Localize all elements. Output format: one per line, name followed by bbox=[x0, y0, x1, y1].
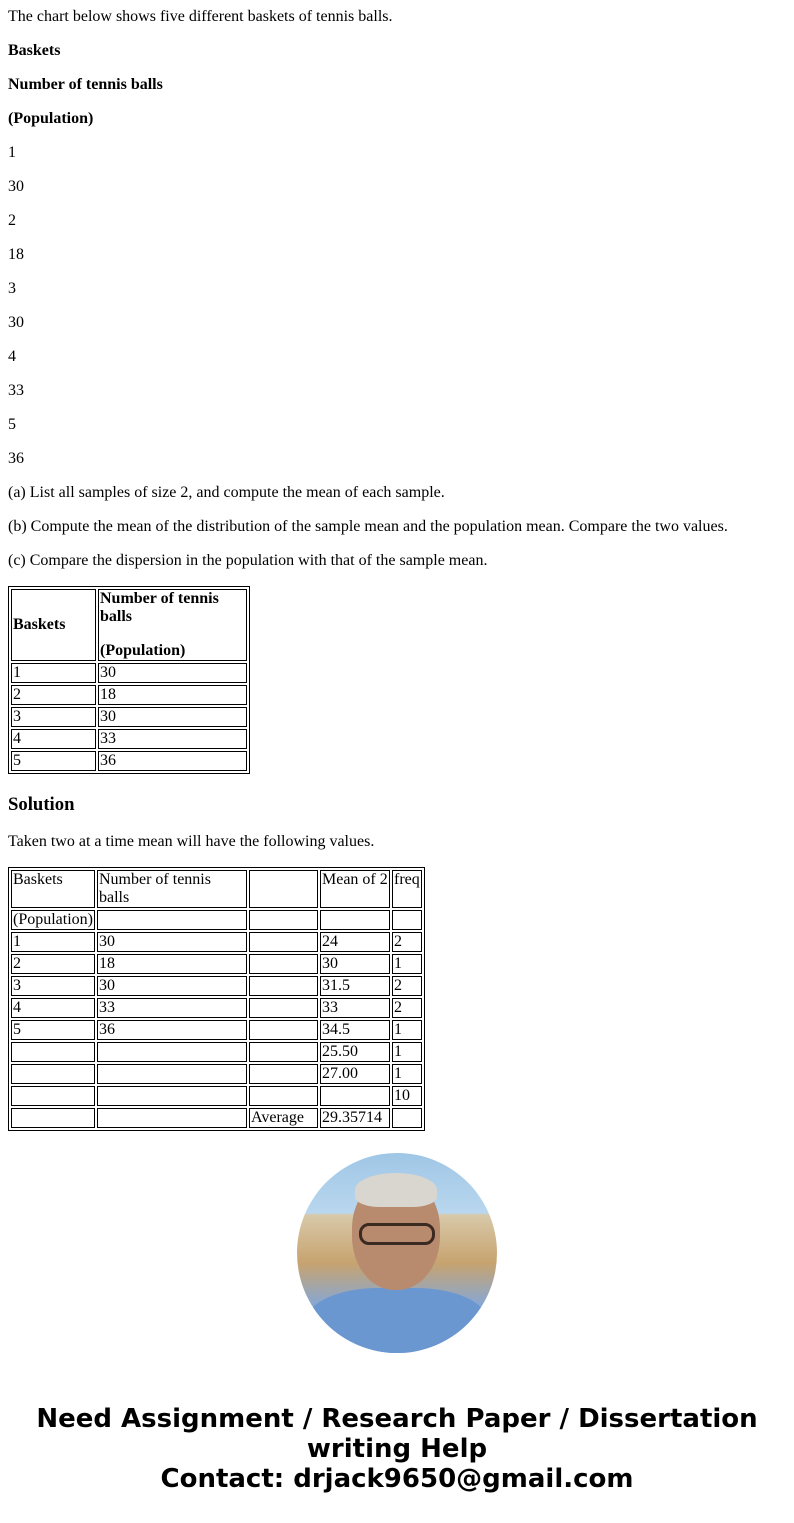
solution-intro: Taken two at a time mean will have the following values. bbox=[8, 833, 375, 850]
table-cell bbox=[249, 932, 318, 952]
table-cell: 27.00 bbox=[320, 1064, 390, 1084]
table-cell: 1 bbox=[392, 1064, 422, 1084]
table-cell: 10 bbox=[392, 1086, 422, 1106]
value-line: 18 bbox=[8, 246, 24, 263]
table-cell bbox=[249, 1064, 318, 1084]
table-cell: Mean of 2 bbox=[320, 870, 390, 908]
promo-line: writing Help bbox=[306, 1434, 488, 1464]
table-cell bbox=[97, 1086, 247, 1106]
sample-means-body bbox=[11, 870, 422, 1128]
avatar-hair bbox=[355, 1173, 437, 1207]
table-cell: freq bbox=[392, 870, 422, 908]
table-cell: 2 bbox=[11, 685, 96, 705]
table-cell bbox=[11, 1042, 95, 1062]
table-cell bbox=[97, 1108, 247, 1128]
table-cell: 29.35714 bbox=[320, 1108, 390, 1128]
table-cell: 18 bbox=[98, 685, 247, 705]
value-line: 1 bbox=[8, 144, 16, 161]
table-row bbox=[11, 707, 247, 727]
table-cell bbox=[392, 1108, 422, 1128]
table-row bbox=[11, 1042, 422, 1062]
table-cell: 2 bbox=[392, 998, 422, 1018]
table-cell: 1 bbox=[392, 954, 422, 974]
avatar-shirt bbox=[307, 1288, 487, 1353]
table-cell: 1 bbox=[392, 1020, 422, 1040]
table-cell: 2 bbox=[392, 932, 422, 952]
table-cell: 24 bbox=[320, 932, 390, 952]
header-cell-line: (Population) bbox=[100, 642, 186, 659]
author-avatar bbox=[297, 1153, 497, 1353]
table-row bbox=[11, 1020, 422, 1040]
table-cell: Baskets bbox=[11, 870, 95, 908]
table-row bbox=[11, 910, 422, 930]
table-cell: 1 bbox=[392, 1042, 422, 1062]
table-cell: 2 bbox=[392, 976, 422, 996]
table-cell bbox=[97, 1042, 247, 1062]
table-cell bbox=[249, 1042, 318, 1062]
promo-contact: Contact: drjack9650@gmail.com bbox=[160, 1464, 634, 1494]
value-line: 2 bbox=[8, 212, 16, 229]
solution-heading: Solution bbox=[8, 794, 75, 815]
header-cell-line: Number of tennis balls bbox=[100, 590, 219, 625]
table-cell: 5 bbox=[11, 751, 96, 771]
header-cell: Baskets bbox=[11, 589, 96, 661]
table-cell: 36 bbox=[97, 1020, 247, 1040]
population-table bbox=[8, 586, 250, 774]
table-cell: 31.5 bbox=[320, 976, 390, 996]
table-row bbox=[11, 932, 422, 952]
table-cell: 30 bbox=[98, 707, 247, 727]
header-population: (Population) bbox=[8, 110, 94, 127]
value-line: 36 bbox=[8, 450, 24, 467]
table-cell bbox=[249, 976, 318, 996]
table-cell: 30 bbox=[98, 663, 247, 683]
table-cell: 30 bbox=[97, 976, 247, 996]
table-row bbox=[11, 1064, 422, 1084]
table-header-row bbox=[11, 589, 247, 661]
table-cell: 1 bbox=[11, 663, 96, 683]
table-row bbox=[11, 976, 422, 996]
table-cell bbox=[392, 910, 422, 930]
header-number: Number of tennis balls bbox=[8, 76, 163, 93]
table-row bbox=[11, 751, 247, 771]
table-cell: Number of tennis balls bbox=[97, 870, 247, 908]
table-row bbox=[11, 1086, 422, 1106]
promo-banner bbox=[0, 1404, 794, 1494]
table-row bbox=[11, 954, 422, 974]
table-cell bbox=[320, 1086, 390, 1106]
value-line: 30 bbox=[8, 314, 24, 331]
table-cell: 34.5 bbox=[320, 1020, 390, 1040]
table-cell bbox=[11, 1064, 95, 1084]
table-cell bbox=[320, 910, 390, 930]
table-cell: 33 bbox=[98, 729, 247, 749]
avatar-glasses bbox=[359, 1223, 435, 1245]
table-cell bbox=[11, 1108, 95, 1128]
question-b: (b) Compute the mean of the distribution of the sample mean and the population mean. Compare the two values. bbox=[8, 518, 728, 535]
document-body bbox=[8, 0, 788, 586]
table-cell: 4 bbox=[11, 729, 96, 749]
table-cell: 4 bbox=[11, 998, 95, 1018]
table-cell: 30 bbox=[320, 954, 390, 974]
table-cell bbox=[97, 910, 247, 930]
table-cell: Average bbox=[249, 1108, 318, 1128]
value-line: 30 bbox=[8, 178, 24, 195]
table-cell bbox=[249, 1020, 318, 1040]
value-line: 33 bbox=[8, 382, 24, 399]
table-cell: 3 bbox=[11, 707, 96, 727]
question-c: (c) Compare the dispersion in the population with that of the sample mean. bbox=[8, 552, 488, 569]
header-cell bbox=[98, 589, 247, 661]
table-row bbox=[11, 998, 422, 1018]
table-cell: 33 bbox=[320, 998, 390, 1018]
table-cell bbox=[97, 1064, 247, 1084]
table-cell: 33 bbox=[97, 998, 247, 1018]
table-cell: 25.50 bbox=[320, 1042, 390, 1062]
table-cell bbox=[249, 870, 318, 908]
intro-text: The chart below shows five different baskets of tennis balls. bbox=[8, 8, 393, 25]
table-cell: 2 bbox=[11, 954, 95, 974]
table-cell: 5 bbox=[11, 1020, 95, 1040]
table-cell: 36 bbox=[98, 751, 247, 771]
promo-line: Need Assignment / Research Paper / Dissertation bbox=[36, 1404, 758, 1434]
value-line: 5 bbox=[8, 416, 16, 433]
value-line: 4 bbox=[8, 348, 16, 365]
table-cell: 18 bbox=[97, 954, 247, 974]
table-cell: 1 bbox=[11, 932, 95, 952]
table-row bbox=[11, 870, 422, 908]
table-row bbox=[11, 663, 247, 683]
table-cell bbox=[249, 1086, 318, 1106]
header-baskets: Baskets bbox=[8, 42, 61, 59]
table-cell: 30 bbox=[97, 932, 247, 952]
table-row bbox=[11, 729, 247, 749]
value-line: 3 bbox=[8, 280, 16, 297]
table-cell bbox=[249, 998, 318, 1018]
table-cell bbox=[11, 1086, 95, 1106]
table-row bbox=[11, 1108, 422, 1128]
table-row bbox=[11, 685, 247, 705]
sample-means-table bbox=[8, 867, 425, 1131]
table-cell: (Population) bbox=[13, 911, 93, 928]
table-cell: 3 bbox=[11, 976, 95, 996]
table-cell bbox=[249, 910, 318, 930]
table-cell bbox=[249, 954, 318, 974]
question-a: (a) List all samples of size 2, and compute the mean of each sample. bbox=[8, 484, 445, 501]
